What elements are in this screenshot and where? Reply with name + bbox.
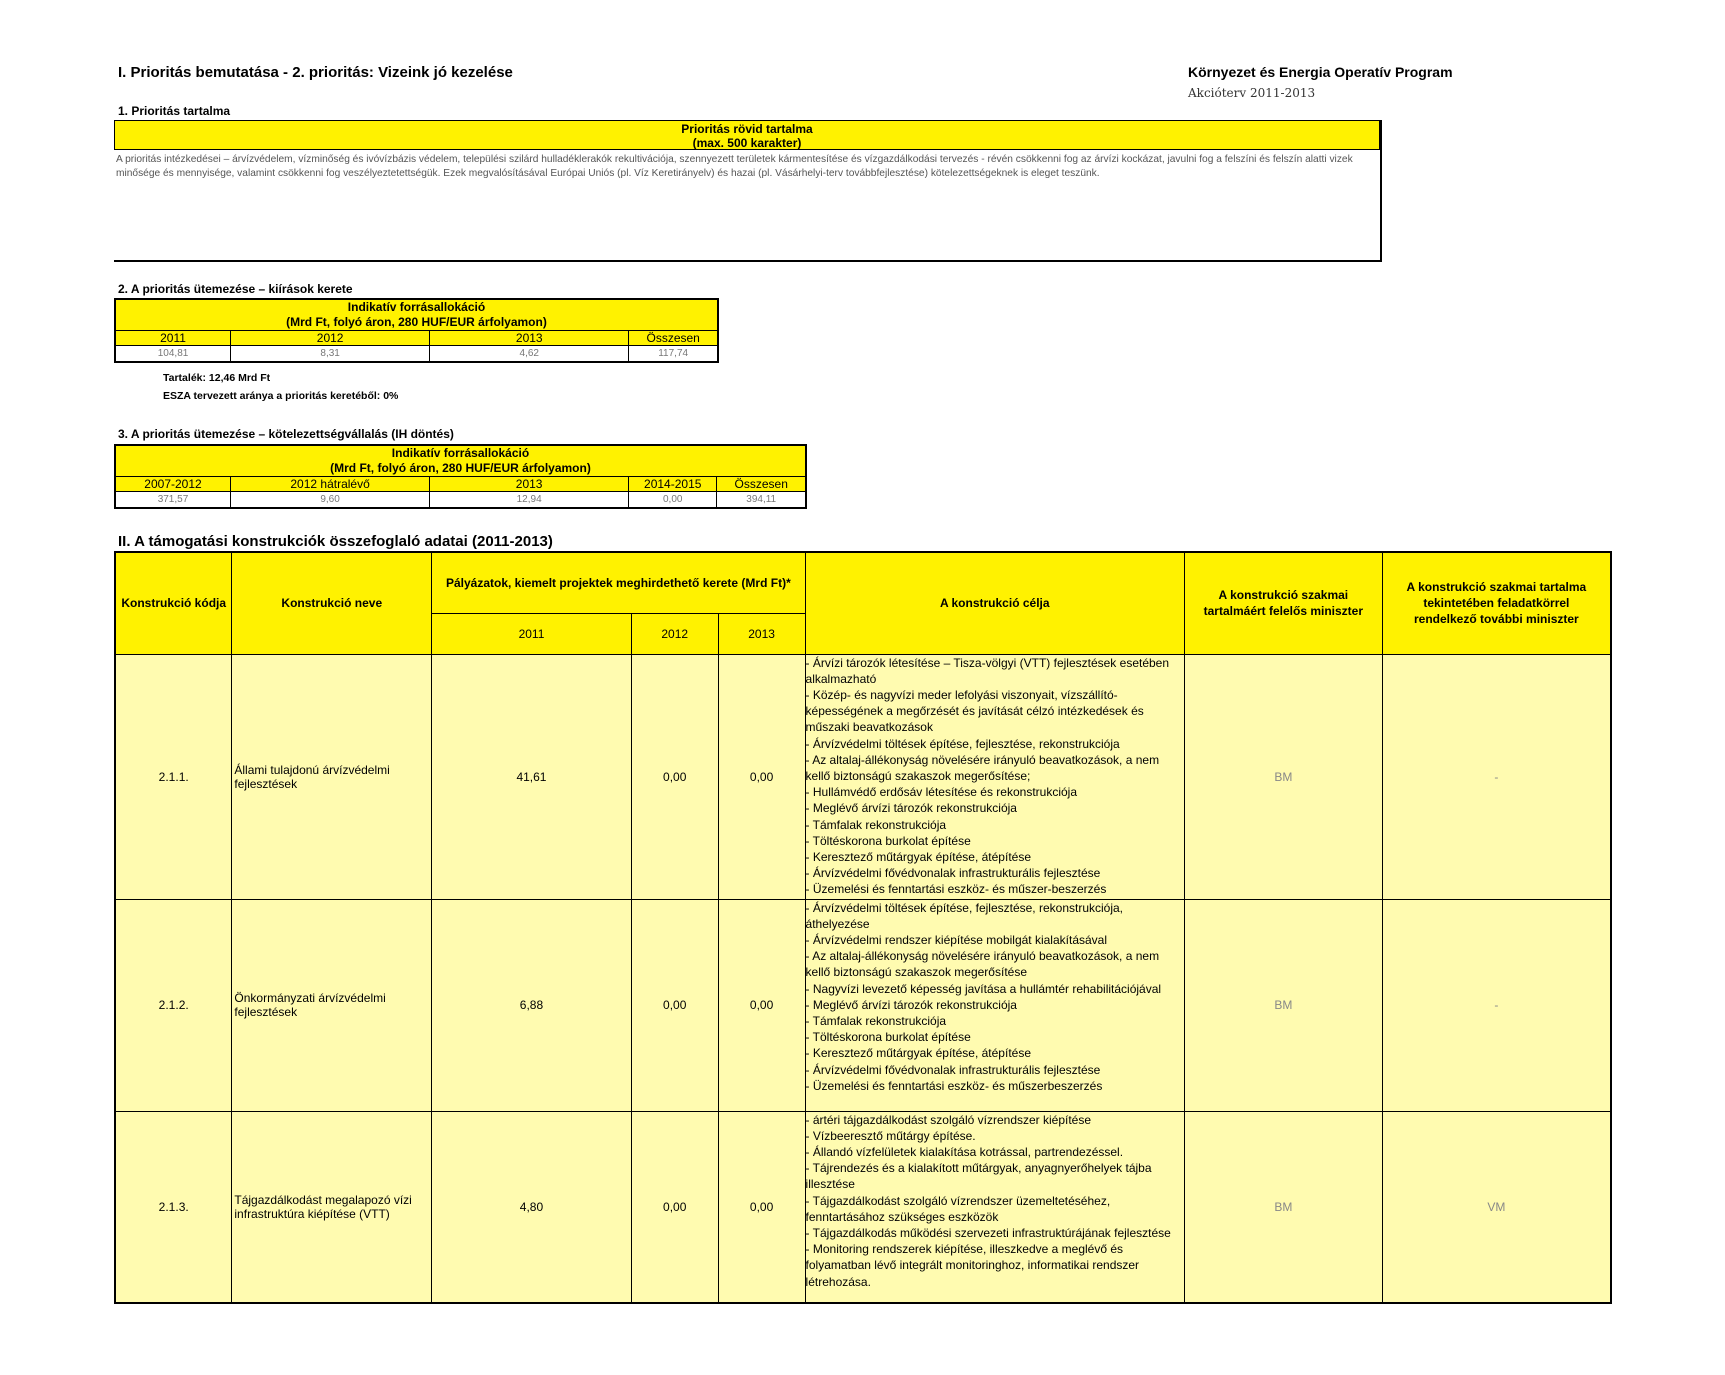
frame-2013: 0,00 [718, 899, 805, 1111]
goal-item: - Támfalak rekonstrukciója [805, 817, 947, 832]
section-II-heading: II. A támogatási konstrukciók összefoglaló adatai (2011-2013) [118, 533, 553, 550]
allocation-table-commitments [114, 444, 807, 509]
construction-code: 2.1.2. [115, 899, 232, 1111]
section-1-heading: 1. Prioritás tartalma [118, 104, 231, 118]
allocation-table-calls [114, 298, 719, 363]
goal-item: - Meglévő árvízi tározók rekonstrukciója [805, 801, 1017, 816]
table-cell: 8,31 [231, 346, 430, 363]
section-3-heading: 3. A prioritás ütemezése – kötelezettségvállalás (IH döntés) [118, 427, 454, 441]
header-other-minister: A konstrukció szakmai tartalma tekintetében feladatkörrel rendelkező további miniszter [1382, 552, 1611, 654]
construction-name: Önkormányzati árvízvédelmi fejlesztések [232, 899, 432, 1111]
goal-item: - Tájrendezés és a kialakított műtárgyak, anyagnyerőhelyek tájba illesztése [805, 1161, 1152, 1192]
header-frame: Pályázatok, kiemelt projektek meghirdethető kerete (Mrd Ft)* [432, 552, 805, 613]
allocation-title-line2: (Mrd Ft, folyó áron, 280 HUF/EUR árfolyamon) [286, 315, 547, 329]
table-row [115, 654, 1611, 899]
goal-item: - Árvízvédelmi töltések építése, fejlesztése, rekonstrukciója, áthelyezése [805, 900, 1124, 931]
construction-goals [805, 899, 1184, 1111]
goal-item: - Az altalaj-állékonyság növelésére irányuló beavatkozások, a nem kellő biztonságú szakaszok megerősítése; [805, 752, 1160, 783]
construction-name: Tájgazdálkodást megalapozó vízi infrastruktúra kiépítése (VTT) [232, 1111, 432, 1303]
goal-item: - Árvízi tározók létesítése – Tisza-völgyi (VTT) fejlesztések esetében alkalmazható [805, 655, 1170, 686]
page-title: I. Prioritás bemutatása - 2. prioritás: Vizeink jó kezelése [118, 64, 513, 81]
construction-goals [805, 654, 1184, 899]
frame-2012: 0,00 [631, 899, 718, 1111]
other-minister: VM [1382, 1111, 1611, 1303]
goal-item: - Az altalaj-állékonyság növelésére irányuló beavatkozások, a nem kellő biztonságú szakaszok megerősítése [805, 949, 1160, 980]
goal-item: - Keresztező műtárgyak építése, átépítése [805, 1046, 1031, 1061]
construction-code: 2.1.1. [115, 654, 232, 899]
frame-2011: 41,61 [432, 654, 632, 899]
allocation-table-title [115, 299, 718, 331]
header-2011: 2011 [432, 613, 632, 654]
column-header: Összesen [717, 477, 806, 492]
construction-goals [805, 1111, 1184, 1303]
goal-item: - Támfalak rekonstrukciója [805, 1013, 947, 1028]
column-header: 2011 [115, 331, 231, 346]
priority-content-text: A prioritás intézkedései – árvízvédelem, vízminőség és ivóvízbázis védelem, települési szilárd hulladéklerakók rekultivációja, szennyezett területek kármentesítése és vízgazdálkodási tervezés - révén csökkenni fog az árvízi kockázat, javulni fog a felszíni és felszín alatti vizek minősége és mennyisége, valamint csökkenni fog veszélyeztetettségük. Ezek megvalósításával Európai Uniós (pl. Víz Keretirányelv) és hazai (pl. Vásárhelyi-terv továbbfejlesztése) kötelezettségeknek is eleget teszünk. [116, 154, 1353, 179]
header-name: Konstrukció neve [232, 552, 432, 654]
frame-2012: 0,00 [631, 1111, 718, 1303]
table-cell: 104,81 [115, 346, 231, 363]
constructions-table [114, 551, 1612, 1304]
allocation-title-line1: Indikatív forrásallokáció [347, 300, 486, 314]
goal-item: - ártéri tájgazdálkodást szolgáló vízrendszer kiépítése [805, 1112, 1092, 1127]
table-cell: 371,57 [115, 492, 230, 509]
column-header: 2012 [231, 331, 430, 346]
goal-item: - Árvízvédelmi rendszer kiépítése mobilgát kialakításával [805, 932, 1108, 947]
header-2012: 2012 [631, 613, 718, 654]
table-row [115, 1111, 1611, 1303]
frame-2011: 6,88 [432, 899, 632, 1111]
goal-item: - Üzemelési és fenntartási eszköz- és műszer-beszerzés [805, 882, 1107, 897]
frame-2013: 0,00 [718, 1111, 805, 1303]
column-header: 2007-2012 [115, 477, 230, 492]
frame-2013: 0,00 [718, 654, 805, 899]
program-name: Környezet és Energia Operatív Program [1188, 64, 1453, 80]
action-plan-label: Akcióterv 2011-2013 [1188, 86, 1316, 100]
allocation-title-line2: (Mrd Ft, folyó áron, 280 HUF/EUR árfolyamon) [330, 461, 591, 475]
other-minister: - [1382, 654, 1611, 899]
goal-item: - Monitoring rendszerek kiépítése, illeszkedve a meglévő és folyamatban lévő integrált monitoringhoz, informatikai rendszer létrehozása. [805, 1242, 1140, 1289]
esza-note: ESZA tervezett aránya a prioritás keretéből: 0% [163, 390, 399, 402]
other-minister: - [1382, 899, 1611, 1111]
goal-item: - Tájgazdálkodást szolgáló vízrendszer üzemeltetéséhez, fenntartásához szükséges eszközök [805, 1193, 1111, 1224]
box-title-line1: Prioritás rövid tartalma [681, 122, 813, 136]
responsible-minister: BM [1184, 654, 1382, 899]
goal-item: - Közép- és nagyvízi meder lefolyási viszonyait, vízszállító-képességének a megőrzését és javítását célzó intézkedések és műszaki beavatkozások [805, 687, 1144, 735]
header-code: Konstrukció kódja [115, 552, 232, 654]
responsible-minister: BM [1184, 1111, 1382, 1303]
table-cell: 394,11 [717, 492, 806, 509]
column-header: 2012 hátralévő [230, 477, 429, 492]
construction-name: Állami tulajdonú árvízvédelmi fejlesztések [232, 654, 432, 899]
allocation-table-title [115, 445, 806, 477]
priority-content-box-header [114, 120, 1380, 150]
goal-item: - Keresztező műtárgyak építése, átépítése [805, 849, 1031, 864]
goal-item: - Állandó vízfelületek kialakítása kotrással, partrendezéssel. [805, 1144, 1124, 1159]
responsible-minister: BM [1184, 899, 1382, 1111]
priority-content-box [114, 120, 1382, 262]
section-2-heading: 2. A prioritás ütemezése – kiírások kerete [118, 282, 353, 296]
goal-item: - Üzemelési és fenntartási eszköz- és műszerbeszerzés [805, 1078, 1103, 1093]
goal-item: - Meglévő árvízi tározók rekonstrukciója [805, 997, 1017, 1012]
table-row [115, 899, 1611, 1111]
goal-item: - Árvízvédelmi fővédvonalak infrastrukturális fejlesztése [805, 866, 1101, 881]
goal-item: - Nagyvízi levezető képesség javítása a hullámtér rehabilitációjával [805, 981, 1162, 996]
goal-item: - Hullámvédő erdősáv létesítése és rekonstrukciója [805, 785, 1078, 800]
box-title-line2: (max. 500 karakter) [692, 136, 802, 150]
frame-2012: 0,00 [631, 654, 718, 899]
construction-code: 2.1.3. [115, 1111, 232, 1303]
header-minister: A konstrukció szakmai tartalmáért felelős miniszter [1184, 552, 1382, 654]
frame-2011: 4,80 [432, 1111, 632, 1303]
goal-item: - Árvízvédelmi fővédvonalak infrastrukturális fejlesztése [805, 1062, 1101, 1077]
table-cell: 4,62 [430, 346, 629, 363]
goal-item: - Árvízvédelmi töltések építése, fejlesztése, rekonstrukciója [805, 736, 1120, 751]
goal-item: - Töltéskorona burkolat építése [805, 1030, 971, 1045]
goal-item: - Vízbeeresztő műtárgy építése. [805, 1128, 976, 1143]
goal-item: - Töltéskorona burkolat építése [805, 833, 971, 848]
table-cell: 0,00 [629, 492, 717, 509]
column-header: 2013 [430, 331, 629, 346]
table-cell: 9,60 [230, 492, 429, 509]
table-cell: 12,94 [430, 492, 629, 509]
header-goal: A konstrukció célja [805, 552, 1184, 654]
column-header: 2013 [430, 477, 629, 492]
reserve-note: Tartalék: 12,46 Mrd Ft [163, 372, 271, 384]
allocation-title-line1: Indikatív forrásallokáció [391, 446, 530, 460]
column-header: 2014-2015 [629, 477, 717, 492]
column-header: Összesen [629, 331, 718, 346]
table-cell: 117,74 [629, 346, 718, 363]
goal-item: - Tájgazdálkodás működési szervezeti infrastruktúrájának fejlesztése [805, 1225, 1171, 1240]
header-2013: 2013 [718, 613, 805, 654]
